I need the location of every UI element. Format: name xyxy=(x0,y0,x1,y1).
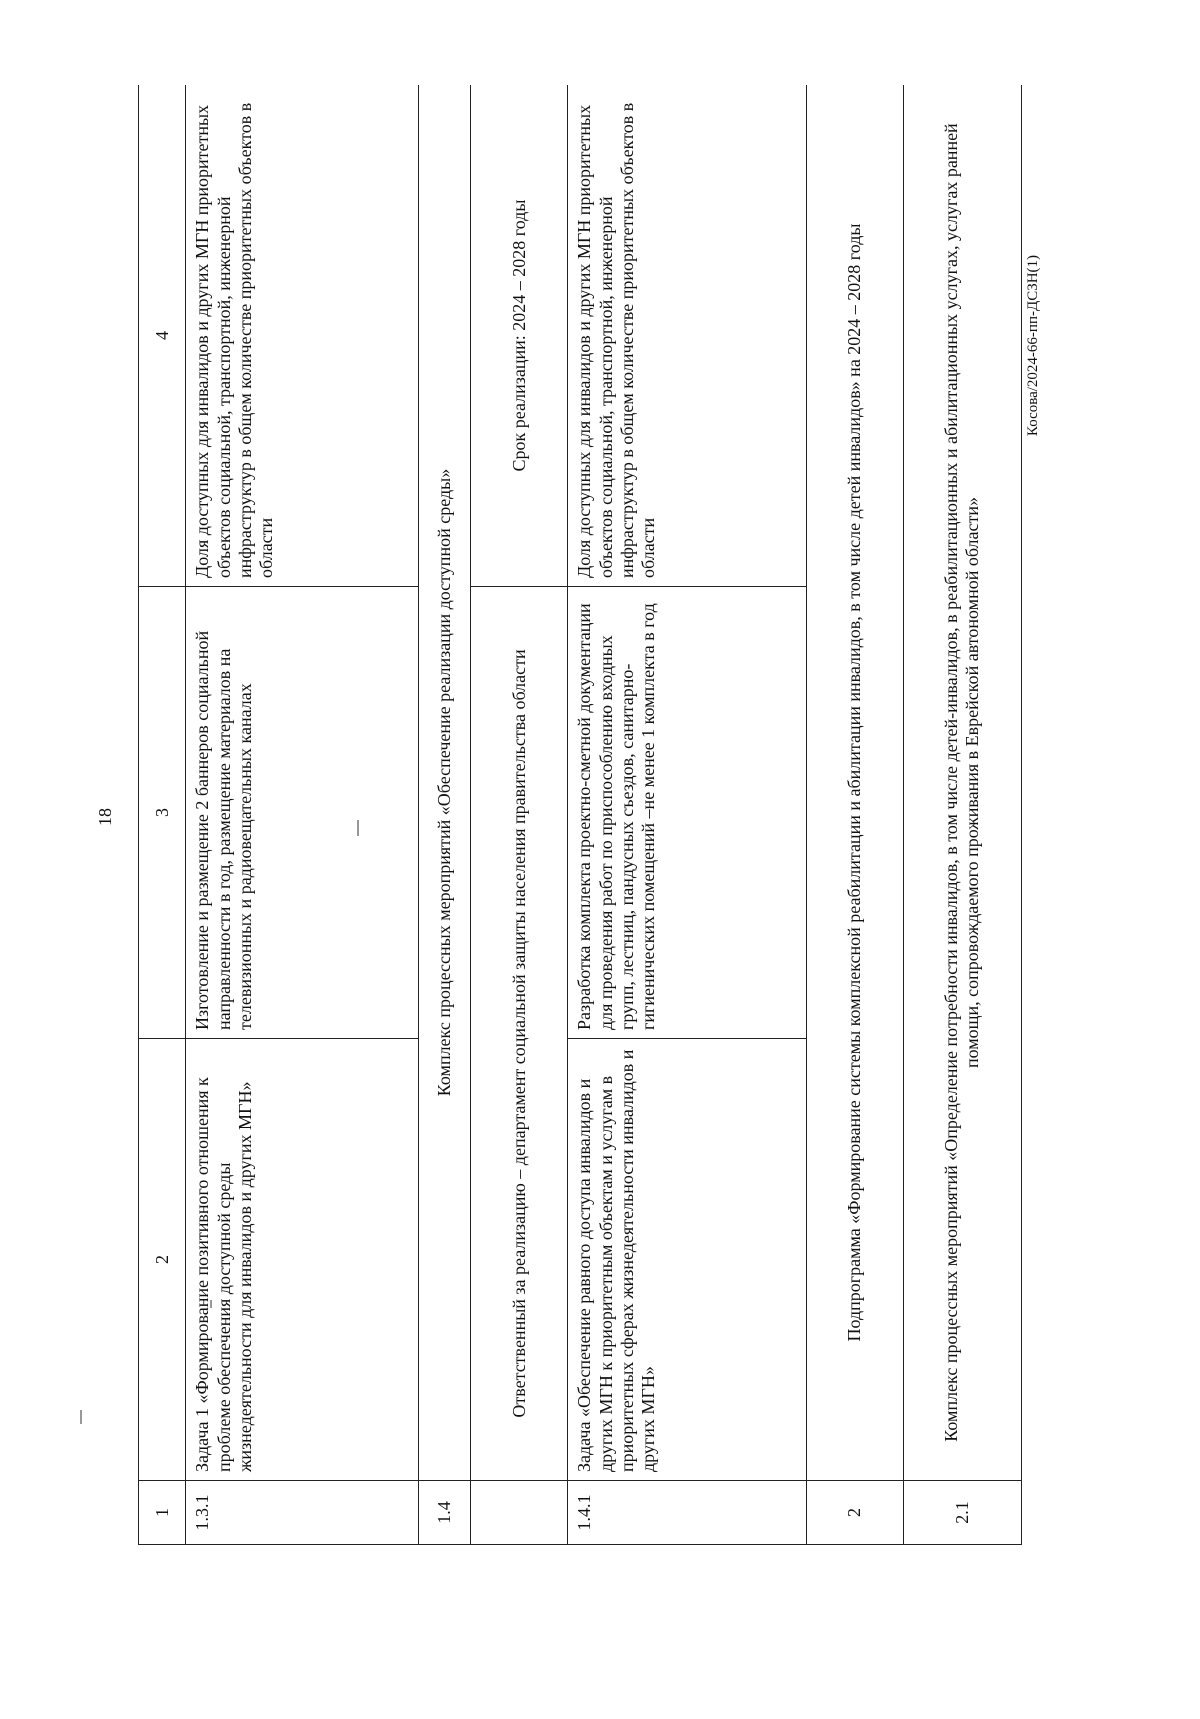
table-row-1-3-1 xyxy=(186,85,418,1545)
row-number: 1.4 xyxy=(418,1481,471,1545)
section-title: Комплекс процессных мероприятий «Определение потребности инвалидов, в том числе детей-инвалидов, в реабилитационных и абилитационных услугах, услугах ранней помощи, сопровождаемого проживания в Еврейской автономной области» xyxy=(903,85,1021,1481)
rotated-table-frame xyxy=(138,85,1022,1545)
measures-table-container xyxy=(138,85,1022,1545)
subprogram-title: Подпрограмма «Формирование системы комплексной реабилитации и абилитации инвалидов, в том числе детей инвалидов» на 2024 – 2028 годы xyxy=(806,85,903,1481)
column-header-1: 1 xyxy=(139,1481,186,1545)
empty-cell xyxy=(471,1481,568,1545)
document-code xyxy=(1022,180,1046,510)
column-header-3: 3 xyxy=(139,587,186,1039)
responsible-cell: Ответственный за реализацию – департамент социальной защиты населения правительства области xyxy=(471,587,568,1481)
term-cell: Срок реализации: 2024 – 2028 годы xyxy=(471,85,568,587)
measures-table xyxy=(138,85,1022,1545)
task-cell: Задача 1 «Формирование позитивного отношения к проблеме обеспечения доступной среды жизнедеятельности для инвалидов и других МГН» xyxy=(186,1039,418,1481)
row-number: 1.4.1 xyxy=(568,1481,806,1545)
result-cell: Изготовление и размещение 2 баннеров социальной направленности в год, размещение материалов на телевизионных и радиовещательных каналах xyxy=(186,587,418,1039)
table-row-1-4-1 xyxy=(568,85,806,1545)
scan-mark xyxy=(80,1410,82,1424)
page-number: 18 xyxy=(95,808,115,826)
table-row-2 xyxy=(806,85,903,1545)
table-row-2-1 xyxy=(903,85,1021,1545)
table-header-row xyxy=(139,85,186,1545)
column-header-4: 4 xyxy=(139,85,186,587)
task-cell: Задача «Обеспечение равного доступа инвалидов и других МГН к приоритетным объектам и услугам в приоритетных сферах жизнедеятельности инвалидов и других МГН» xyxy=(568,1039,806,1481)
column-header-2: 2 xyxy=(139,1039,186,1481)
document-code-text: Косова/2024-66-пп-ДСЗН(1) xyxy=(1025,254,1042,436)
row-number: 2 xyxy=(806,1481,903,1545)
indicator-cell: Доля доступных для инвалидов и других МГН приоритетных объектов социальной, транспортной, инженерной инфраструктур в общем количестве приоритетных объектов в области xyxy=(186,85,418,587)
row-number: 2.1 xyxy=(903,1481,1021,1545)
table-row-responsible xyxy=(471,85,568,1545)
result-cell: Разработка комплекта проектно-сметной документации для проведения работ по приспособлению входных групп, лестниц, пандусных съездов, санитарно-гигиенических помещений –не менее 1 комплекта в год xyxy=(568,587,806,1039)
row-number: 1.3.1 xyxy=(186,1481,418,1545)
section-title: Комплекс процессных мероприятий «Обеспечение реализации доступной среды» xyxy=(418,85,471,1481)
indicator-cell: Доля доступных для инвалидов и других МГН приоритетных объектов социальной, транспортной, инженерной инфраструктур в общем количестве приоритетных объектов в области xyxy=(568,85,806,587)
table-row-1-4 xyxy=(418,85,471,1545)
